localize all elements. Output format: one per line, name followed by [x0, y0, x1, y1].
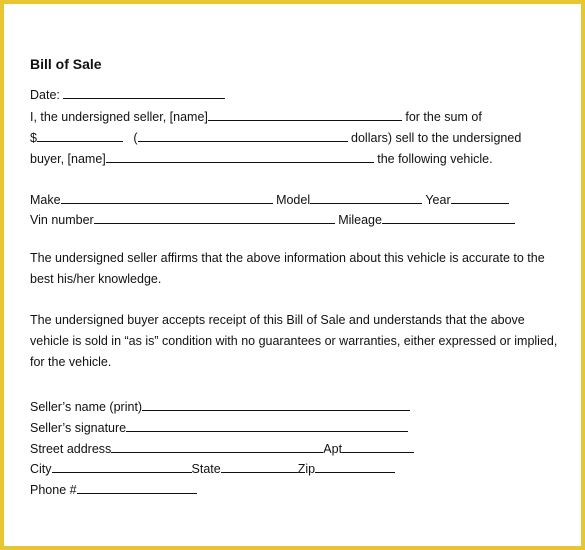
amount-row: [30, 129, 521, 147]
date-label: Date:: [30, 88, 60, 102]
open-paren: (: [133, 131, 138, 145]
street-row: [30, 440, 414, 458]
amount-words-blank[interactable]: [138, 129, 348, 142]
model-blank[interactable]: [310, 191, 422, 204]
zip-label: Zip: [297, 462, 316, 476]
seller-name-label: I, the undersigned seller, [name]: [30, 110, 208, 124]
date-blank[interactable]: [63, 86, 225, 99]
dollar-sign: $: [30, 131, 37, 145]
accept-paragraph: The undersigned buyer accepts receipt of this Bill of Sale and understands that the above vehicle is sold in “as is” condition with no guarantees or warranties, either expressed or implied, for the vehicle.: [30, 313, 558, 369]
city-label: City: [30, 462, 52, 476]
dollars-label: dollars) sell to the undersigned: [351, 131, 522, 145]
zip-blank[interactable]: [315, 460, 395, 473]
year-blank[interactable]: [451, 191, 509, 204]
phone-blank[interactable]: [77, 481, 197, 494]
phone-label: Phone #: [30, 483, 77, 497]
vin-blank[interactable]: [94, 211, 335, 224]
sellers-name-blank[interactable]: [142, 398, 410, 411]
buyer-name-label: buyer, [name]: [30, 152, 106, 166]
mileage-blank[interactable]: [382, 211, 515, 224]
buyer-row: [30, 150, 493, 168]
seller-name-blank[interactable]: [208, 108, 402, 121]
vehicle-label: the following vehicle.: [377, 152, 493, 166]
buyer-name-blank[interactable]: [106, 150, 374, 163]
vin-label: Vin number: [30, 213, 94, 227]
street-label: Street address: [30, 442, 112, 456]
amount-numeric-blank[interactable]: [37, 129, 123, 142]
model-label: Model: [276, 193, 311, 207]
year-label: Year: [425, 193, 451, 207]
apt-label: Apt: [323, 442, 343, 456]
make-blank[interactable]: [61, 191, 273, 204]
date-row: [30, 86, 225, 104]
city-blank[interactable]: [52, 460, 192, 473]
city-row: [30, 460, 395, 478]
sellers-name-row: [30, 398, 410, 416]
apt-blank[interactable]: [342, 440, 414, 453]
mileage-label: Mileage: [338, 213, 382, 227]
state-blank[interactable]: [221, 460, 298, 473]
document-page: [4, 4, 581, 546]
sum-label: for the sum of: [405, 110, 482, 124]
document-title: Bill of Sale: [30, 56, 102, 72]
make-label: Make: [30, 193, 61, 207]
seller-row: [30, 108, 482, 126]
state-label: State: [191, 462, 221, 476]
affirm-paragraph: The undersigned seller affirms that the above information about this vehicle is accurate to the best his/her knowledge.: [30, 251, 545, 286]
sellers-signature-label: Seller’s signature: [30, 421, 127, 435]
vin-row: [30, 211, 515, 229]
make-row: [30, 191, 509, 209]
sellers-signature-blank[interactable]: [126, 419, 408, 432]
phone-row: [30, 481, 197, 499]
street-blank[interactable]: [111, 440, 323, 453]
sellers-signature-row: [30, 419, 408, 437]
sellers-name-label: Seller’s name (print): [30, 400, 143, 414]
